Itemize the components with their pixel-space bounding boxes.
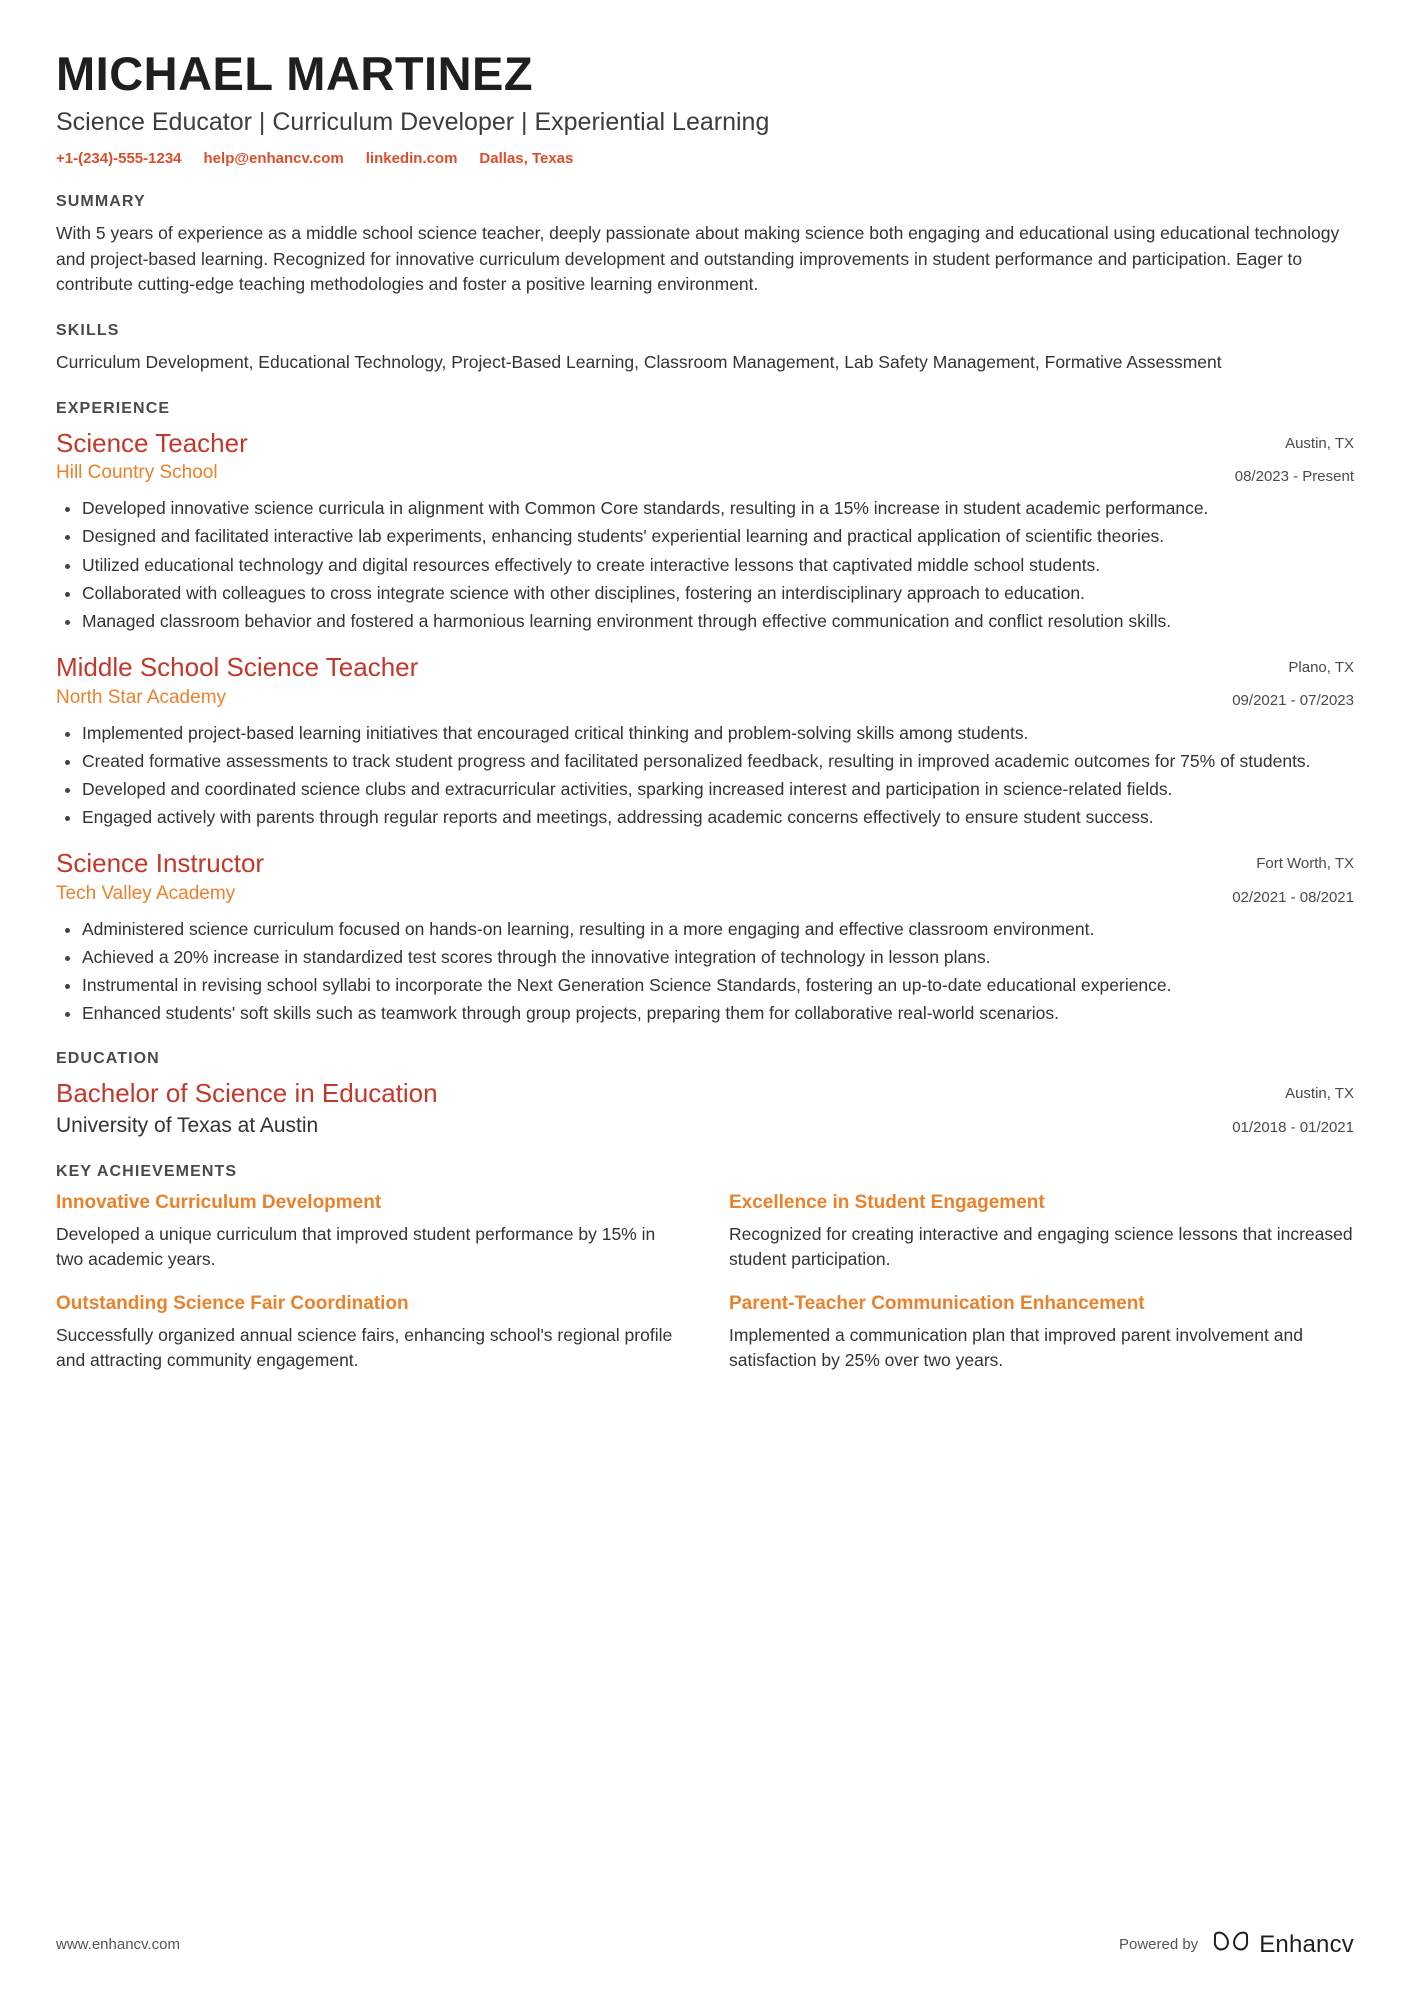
footer-brand-area [1119,1930,1354,1959]
enhancv-logo-icon [1212,1930,1250,1959]
list-item: Designed and facilitated interactive lab experiments, enhancing students' experiential learning and practical application of scientific theories. [56,524,1354,549]
contact-location: Dallas, Texas [479,149,574,167]
footer-url[interactable]: www.enhancv.com [56,1936,180,1953]
section-education [56,1050,1354,1139]
company-name: Tech Valley Academy [56,882,236,904]
headline: Science Educator | Curriculum Developer | Experiential Learning [56,107,770,136]
list-item: Developed and coordinated science clubs and extracurricular activities, sparking increased interest and participation in science-related fields. [56,777,1354,802]
experience-entry [56,848,1354,1026]
job-dates: 08/2023 - Present [1234,468,1354,485]
school-name: University of Texas at Austin [56,1114,319,1138]
job-dates: 09/2021 - 07/2023 [1232,692,1354,710]
page-footer [56,1930,1354,1959]
experience-entry [56,652,1354,830]
education-dates: 01/2018 - 01/2021 [1232,1118,1354,1136]
list-item: Developed innovative science curricula in alignment with Common Core standards, resulting in a 15% increase in student academic performance. [56,496,1354,521]
list-item: Instrumental in revising school syllabi to incorporate the Next Generation Science Standards, fostering an up-to-date educational experience. [56,973,1354,998]
resume-header [56,48,1354,167]
achievement-desc: Successfully organized annual science fairs, enhancing school's regional profile and attracting community engagement. [56,1325,673,1371]
section-experience [56,400,1354,1027]
page-title: MICHAEL MARTINEZ [56,47,534,100]
job-bullets [56,496,1354,634]
company-name: North Star Academy [56,686,227,708]
job-location: Plano, TX [1288,659,1354,677]
list-item: Collaborated with colleagues to cross integrate science with other disciplines, fostering an interdisciplinary approach to education. [56,581,1354,606]
list-item: Utilized educational technology and digital resources effectively to create interactive lessons that captivated middle school students. [56,553,1354,578]
achievement-title: Innovative Curriculum Development [56,1192,382,1214]
section-title-summary: SUMMARY [56,192,146,210]
experience-entry [56,428,1354,634]
job-location: Fort Worth, TX [1256,855,1354,873]
job-bullets [56,721,1354,831]
job-title: Science Instructor [56,848,265,879]
contact-email[interactable]: help@enhancv.com [203,149,344,167]
achievement-desc: Developed a unique curriculum that improved student performance by 15% in two academic years. [56,1224,656,1270]
achievement-desc: Recognized for creating interactive and engaging science lessons that increased student participation. [729,1224,1353,1270]
brand-name: Enhancv [1259,1930,1354,1958]
list-item: Enhanced students' soft skills such as teamwork through group projects, preparing them for collaborative real-world scenarios. [56,1001,1354,1026]
company-name: Hill Country School [56,462,218,484]
achievement-title: Excellence in Student Engagement [729,1192,1045,1214]
achievements-grid [56,1191,1354,1373]
summary-text: With 5 years of experience as a middle school science teacher, deeply passionate about making science both engaging and educational using educational technology and project-based learning. Recognized for innovative curriculum development and outstanding improvements in student performance and participation. Eager to contribute cutting-edge teaching methodologies and foster a positive learning environment. [56,222,1340,295]
achievement-item [729,1292,1354,1373]
job-location: Austin, TX [1285,434,1354,452]
list-item: Engaged actively with parents through regular reports and meetings, addressing academic concerns effectively to ensure student success. [56,805,1354,830]
section-skills [56,322,1354,376]
job-bullets [56,917,1354,1027]
achievement-desc: Implemented a communication plan that improved parent involvement and satisfaction by 25% over two years. [729,1325,1303,1371]
job-title: Science Teacher [56,427,248,458]
job-dates: 02/2021 - 08/2021 [1232,888,1354,906]
section-title-education: EDUCATION [56,1050,160,1068]
degree-title: Bachelor of Science in Education [56,1078,438,1109]
list-item: Administered science curriculum focused on hands-on learning, resulting in a more engaging and effective classroom environment. [56,917,1354,942]
list-item: Managed classroom behavior and fostered a harmonious learning environment through effective communication and conflict resolution skills. [56,609,1354,634]
section-title-experience: EXPERIENCE [56,399,171,417]
list-item: Achieved a 20% increase in standardized test scores through the innovative integration of technology in lesson plans. [56,945,1354,970]
education-location: Austin, TX [1285,1085,1354,1103]
skills-text: Curriculum Development, Educational Technology, Project-Based Learning, Classroom Management, Lab Safety Management, Formative Assessment [56,352,1222,373]
achievement-title: Outstanding Science Fair Coordination [56,1293,409,1315]
job-title: Middle School Science Teacher [56,652,419,683]
list-item: Created formative assessments to track student progress and facilitated personalized feedback, resulting in improved academic outcomes for 75% of students. [56,749,1354,774]
achievement-title: Parent-Teacher Communication Enhancement [729,1293,1145,1315]
section-summary [56,193,1354,298]
contact-linkedin[interactable]: linkedin.com [365,149,458,167]
education-entry [56,1078,1354,1139]
section-title-skills: SKILLS [56,322,120,340]
contact-row [56,150,1354,167]
list-item: Implemented project-based learning initiatives that encouraged critical thinking and problem-solving skills among students. [56,721,1354,746]
achievement-item [56,1191,681,1272]
contact-phone: +1-(234)-555-1234 [56,149,182,167]
achievement-item [56,1292,681,1373]
powered-by-label: Powered by [1118,1936,1199,1953]
achievement-item [729,1191,1354,1272]
section-title-achievements: KEY ACHIEVEMENTS [56,1163,238,1181]
brand-logo [1212,1930,1354,1959]
section-achievements [56,1163,1354,1373]
